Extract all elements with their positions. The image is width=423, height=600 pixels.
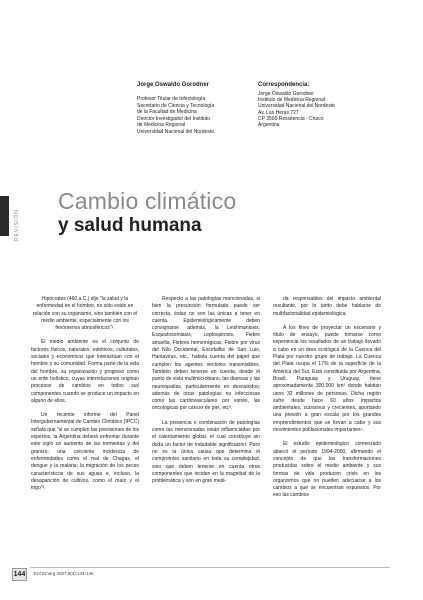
section-marker-bar	[0, 196, 9, 236]
correspondence-line: Av. Las Heras 727	[258, 109, 299, 116]
body-column-3	[273, 296, 381, 507]
page-number: 144	[12, 568, 27, 581]
body-column-1	[31, 296, 139, 499]
affiliation-line: de Medicina Regional	[137, 122, 186, 129]
paragraph: El estudio epidemiológico comenzado abarcó el período 1994-2000, afirmando el concepto de que las transformaciones producidas sobre el medio ambiente y sus formas de vida producen crisis en los organismos que no pueden adecuarse a los cambios a que se encuentran expuestos. Por eso las cambios	[273, 441, 381, 499]
correspondence-title: Correspondencia:	[258, 82, 310, 88]
journal-citation: Enf Emerg 2007;9(3):144-146	[34, 571, 94, 576]
article-title-line2: y salud humana	[58, 215, 202, 236]
paragraph: Respecto a las patologías mencionadas, si bien la presunción formulada puede ser correcta, éstas no son las únicas a tener en cuenta. Epidemiológicamente deben consignarse además, la Leishmaniosis, Esquistosomiasis, Leptospirosis, Fiebre amarilla, Fiebres hemorrágicas, Fiebre por virus del Nilo Occidental, Encefalitis de San Luis, Hantavirus, etc., habida cuenta del papel que cumplen los agentes vectores transmisibles. También deben tenerse en cuenta, desde el punto de vista multimicrobiano, las diarreas y las neumopatías, particularmente en desnutridos; además de otras patologías no infecciosas como las cardiovasculares por estrés, las oncológicas por cáncer de piel, etc³.	[152, 296, 260, 412]
paragraph: A los fines de proyectar un escenario y título de ensayo, puede tomarse como experiencia los resultados de un trabajo llevado a cabo en un área ecológica de la Cuenca del Plata por nuestro grupo de trabajo. La Cuenca del Plata ocupa el 17% de la superficie de la América del Sur. Está constituida por Argentina, Brasil, Paraguay y Uruguay, tiene aproximadamente 300.000 km² donde habitan unos 32 millones de personas. Dicha región sufre desde hace 60 años impactos ambientales, sucesivos y crecientes, aportando una presión a gran escala por los grandes emprendimientos que se llevan a cabo y sus movimientos poblacionales importantes⁴.	[273, 324, 381, 434]
correspondence-line: CP 3500 Resistencia - Chaco	[258, 115, 324, 122]
correspondence-line: Instituto de Medicina Regional	[258, 97, 325, 104]
paragraph: La presencia o combinación de patologías como las mencionadas están influenciadas por el calentamiento global, el cual constituye sin duda un factor de indudable significación. Pero no es la única causa que determina el compromiso sanitario en toda su complejidad, sino que deben tenerse en cuenta otros componentes que inciden en la magnitud de la problemática y son en gran medi-	[152, 419, 260, 485]
affiliation-line: Profesor Titular de Infectología	[137, 96, 206, 102]
paragraph: Un reciente informe del Panel Intergubernamental de Cambio Climático (IPCC) señala que "si se cumplen las previsiones de los expertos, la Argentina deberá enfrentar durante este siglo un aumento de las tormentas y del granizo; una creciente incidencia de enfermedades como el mal de Chagas, el dengue y la malaria; la migración de los peces característicos de sus aguas e, incluso, la desaparición de cultivos, como el maíz y el trigo"².	[31, 412, 139, 492]
affiliation-line: Director Investigador del Instituto	[137, 115, 211, 122]
affiliation-line: Secretario de Ciencia y Tecnología	[137, 102, 215, 109]
section-label: REVISIÓN	[14, 209, 20, 241]
correspondence-line: Universidad Nacional del Nordeste	[258, 103, 335, 110]
correspondence-address	[258, 91, 388, 128]
footer-divider	[30, 567, 390, 568]
affiliation-line: de la Facultad de Medicina	[137, 109, 197, 116]
body-column-2	[152, 296, 260, 492]
correspondence-line: Jorge Oswaldo Gorodner	[258, 91, 314, 97]
author-affiliation	[137, 96, 247, 136]
paragraph: Hipócrates (460 a.C.) dijo "la salud y la enfermedad en el hombre, no sólo están en relación con su organismo, sino también con el medio ambiente, especialmente con los fenómenos atmosféricos"¹.	[32, 296, 138, 332]
affiliation-line: Universidad Nacional del Nordeste.	[137, 128, 216, 135]
paragraph: El medio ambiente es el conjunto de factores físicos, naturales, estéticos, culturales, sociales y económicos que interactúan con el hombre y su comunidad. Forma parte de la vida del hombre, su organización y progreso como un ente holístico, cuyas interrelaciones originan procesos de cambios en todos sus componentes cuando se produce un impacto en alguno de ellos.	[31, 339, 139, 404]
paragraph: da responsables del impacto ambiental resultante, por lo tanto debe hablarse de multifactorialidad epidemiológica.	[273, 296, 381, 317]
correspondence-line: Argentina	[258, 122, 280, 129]
article-title-line1: Cambio climático	[58, 188, 237, 214]
author-name: Jorge Oswaldo Gorodner	[137, 82, 210, 88]
